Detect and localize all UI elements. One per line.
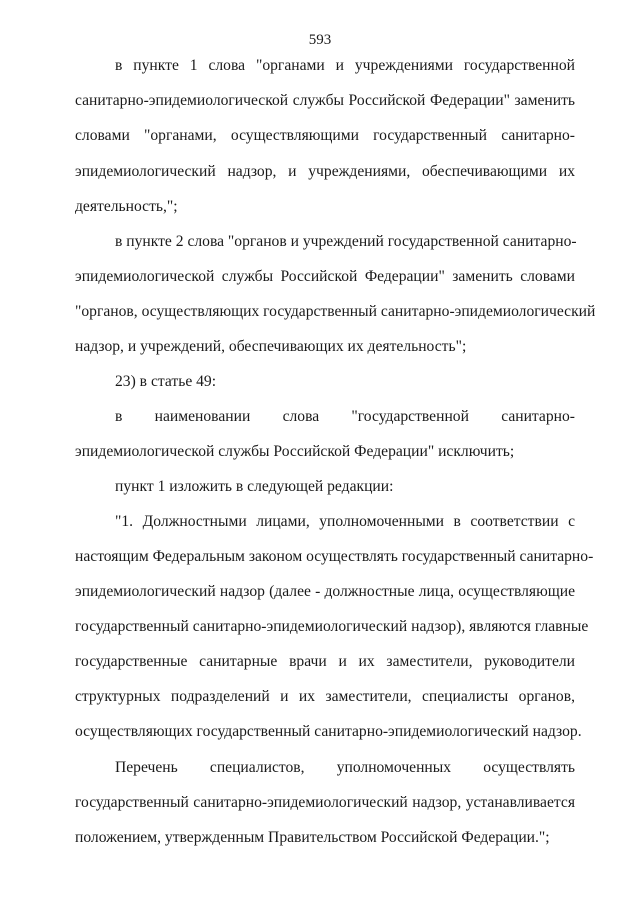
text-line: эпидемиологический надзор, и учреждениями, обеспечивающими их: [75, 163, 575, 180]
text-line: надзор, и учреждений, обеспечивающих их деятельность";: [75, 338, 467, 355]
text-line: настоящим Федеральным законом осуществлять государственный санитарно-: [75, 548, 594, 565]
text-line: положением, утвержденным Правительством Российской Федерации.";: [75, 829, 550, 846]
text-line: 23) в статье 49:: [115, 373, 217, 390]
text-line: эпидемиологической службы Российской Федерации" заменить словами: [75, 268, 575, 285]
text-line: осуществляющих государственный санитарно-эпидемиологический надзор.: [75, 723, 582, 740]
text-line: в наименовании слова "государственной санитарно-: [115, 408, 575, 425]
text-line: структурных подразделений и их заместители, специалисты органов,: [75, 688, 575, 705]
text-line: государственный санитарно-эпидемиологический надзор, устанавливается: [75, 794, 575, 811]
text-line: государственные санитарные врачи и их заместители, руководители: [75, 653, 575, 670]
text-line: санитарно-эпидемиологической службы Российской Федерации" заменить: [75, 92, 575, 109]
text-line: "органов, осуществляющих государственный санитарно-эпидемиологический: [75, 303, 596, 320]
text-line: пункт 1 изложить в следующей редакции:: [115, 478, 394, 495]
page-number: 593: [308, 32, 332, 48]
text-line: "1. Должностными лицами, уполномоченными в соответствии с: [115, 513, 575, 530]
text-line: эпидемиологический надзор (далее - должностные лица, осуществляющие: [75, 583, 575, 600]
text-line: словами "органами, осуществляющими государственный санитарно-: [75, 127, 575, 144]
text-line: в пункте 2 слова "органов и учреждений государственной санитарно-: [115, 233, 577, 250]
text-line: деятельность,";: [75, 198, 178, 215]
text-line: в пункте 1 слова "органами и учреждениями государственной: [115, 57, 575, 74]
text-line: Перечень специалистов, уполномоченных осуществлять: [115, 759, 575, 776]
text-line: государственный санитарно-эпидемиологический надзор), являются главные: [75, 618, 589, 635]
text-line: эпидемиологической службы Российской Федерации" исключить;: [75, 443, 515, 460]
